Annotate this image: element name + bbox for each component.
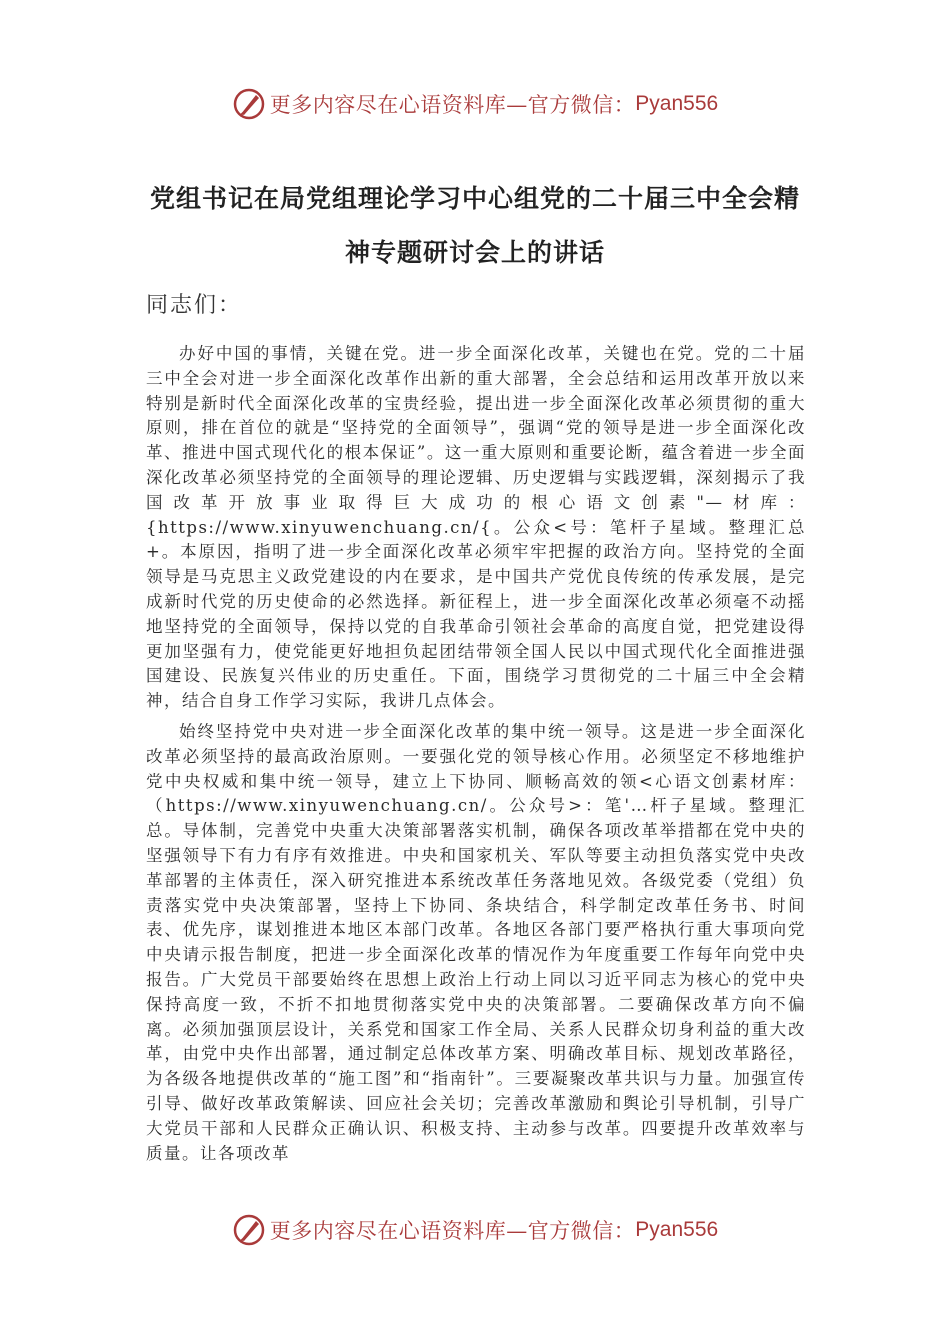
footer-watermark-banner [0,1210,950,1250]
banner-wechat-id: Pyan556 [635,92,719,115]
salutation: 同志们： [146,293,243,318]
header-watermark-banner [0,84,950,124]
paragraph: 始终坚持党中央对进一步全面深化改革的集中统一领导。这是进一步全面深化改革必须坚持的最高政治原则。一要强化党的领导核心作用。必须坚定不移地维护党中央权威和集中统一领导，建立上下协同、顺畅高效的领<心语文创素材库：（https://www.xinyuwenchuang.cn/。公众号>：笔'…杆子星域。整理汇总。导体制，完善党中央重大决策部署落实机制，确保各项改革举措都在党中央的坚强领导下有力有序有效推进。中央和国家机关、军队等要主动担负落实党中央改革部署的主体责任，深入研究推进本系统改革任务落地见效。各级党委（党组）负责落实党中央决策部署，坚持上下协同、条块结合，科学制定改革任务书、时间表、优先序，谋划推进本地区本部门改革。各地区各部门要严格执行重大事项向党中央请示报告制度，把进一步全面深化改革的情况作为年度重要工作每年向党中央报告。广大党员干部要始终在思想上政治上行动上同以习近平同志为核心的党中央保持高度一致，不折不扣地贯彻落实党中央的决策部署。二要确保改革方向不偏离。必须加强顶层设计，关系党和国家工作全局、关系人民群众切身利益的重大改革，由党中央作出部署，通过制定总体改革方案、明确改革目标、规划改革路径，为各级各地提供改革的“施工图”和“指南针”。三要凝聚改革共识与力量。加强宣传引导、做好改革政策解读、回应社会关切；完善改革激励和舆论引导机制，引导广大党员干部和人民群众正确认识、积极支持、主动参与改革。四要提升改革效率与质量。让各项改革 [146,721,806,1163]
paragraph: 办好中国的事情，关键在党。进一步全面深化改革，关键也在党。党的二十届三中全会对进一步全面深化改革作出新的重大部署，全会总结和运用改革开放以来特别是新时代全面深化改革的宝贵经验，提出进一步全面深化改革必须贯彻的重大原则，排在首位的就是“坚持党的全面领导”，强调“党的领导是进一步全面深化改革、推进中国式现代化的根本保证”。这一重大原则和重要论断，蕴含着进一步全面深化改革必须坚持党的全面领导的理论逻辑、历史逻辑与实践逻辑，深刻揭示了我国改革开放事业取得巨大成功的根心语文创素"—材库：{https://www.xinyuwenchuang.cn/{。公众<号：笔杆子星域。整理汇总+。本原因，指明了进一步全面深化改革必须牢牢把握的政治方向。坚持党的全面领导是马克思主义政党建设的内在要求，是中国共产党优良传统的传承发展，是完成新时代党的历史使命的必然选择。新征程上，进一步全面深化改革必须毫不动摇地坚持党的全面领导，保持以党的自我革命引领社会革命的高度自觉，把党建设得更加坚强有力，使党能更好地担负起团结带领全国人民以中国式现代化全面推进强国建设、民族复兴伟业的历史重任。下面，围绕学习贯彻党的二十届三中全会精神，结合自身工作学习实际，我讲几点体会。 [146,344,806,711]
quill-pen-logo-icon [232,87,266,121]
document-body [146,342,806,1172]
quill-pen-logo-icon [232,1213,266,1247]
banner-text: 更多内容尽在心语资料库—官方微信： [269,93,636,117]
banner-text: 更多内容尽在心语资料库—官方微信： [269,1219,636,1243]
document-title: 党组书记在局党组理论学习中心组党的二十届三中全会精神专题研讨会上的讲话 [149,184,800,267]
banner-wechat-id: Pyan556 [635,1218,719,1241]
